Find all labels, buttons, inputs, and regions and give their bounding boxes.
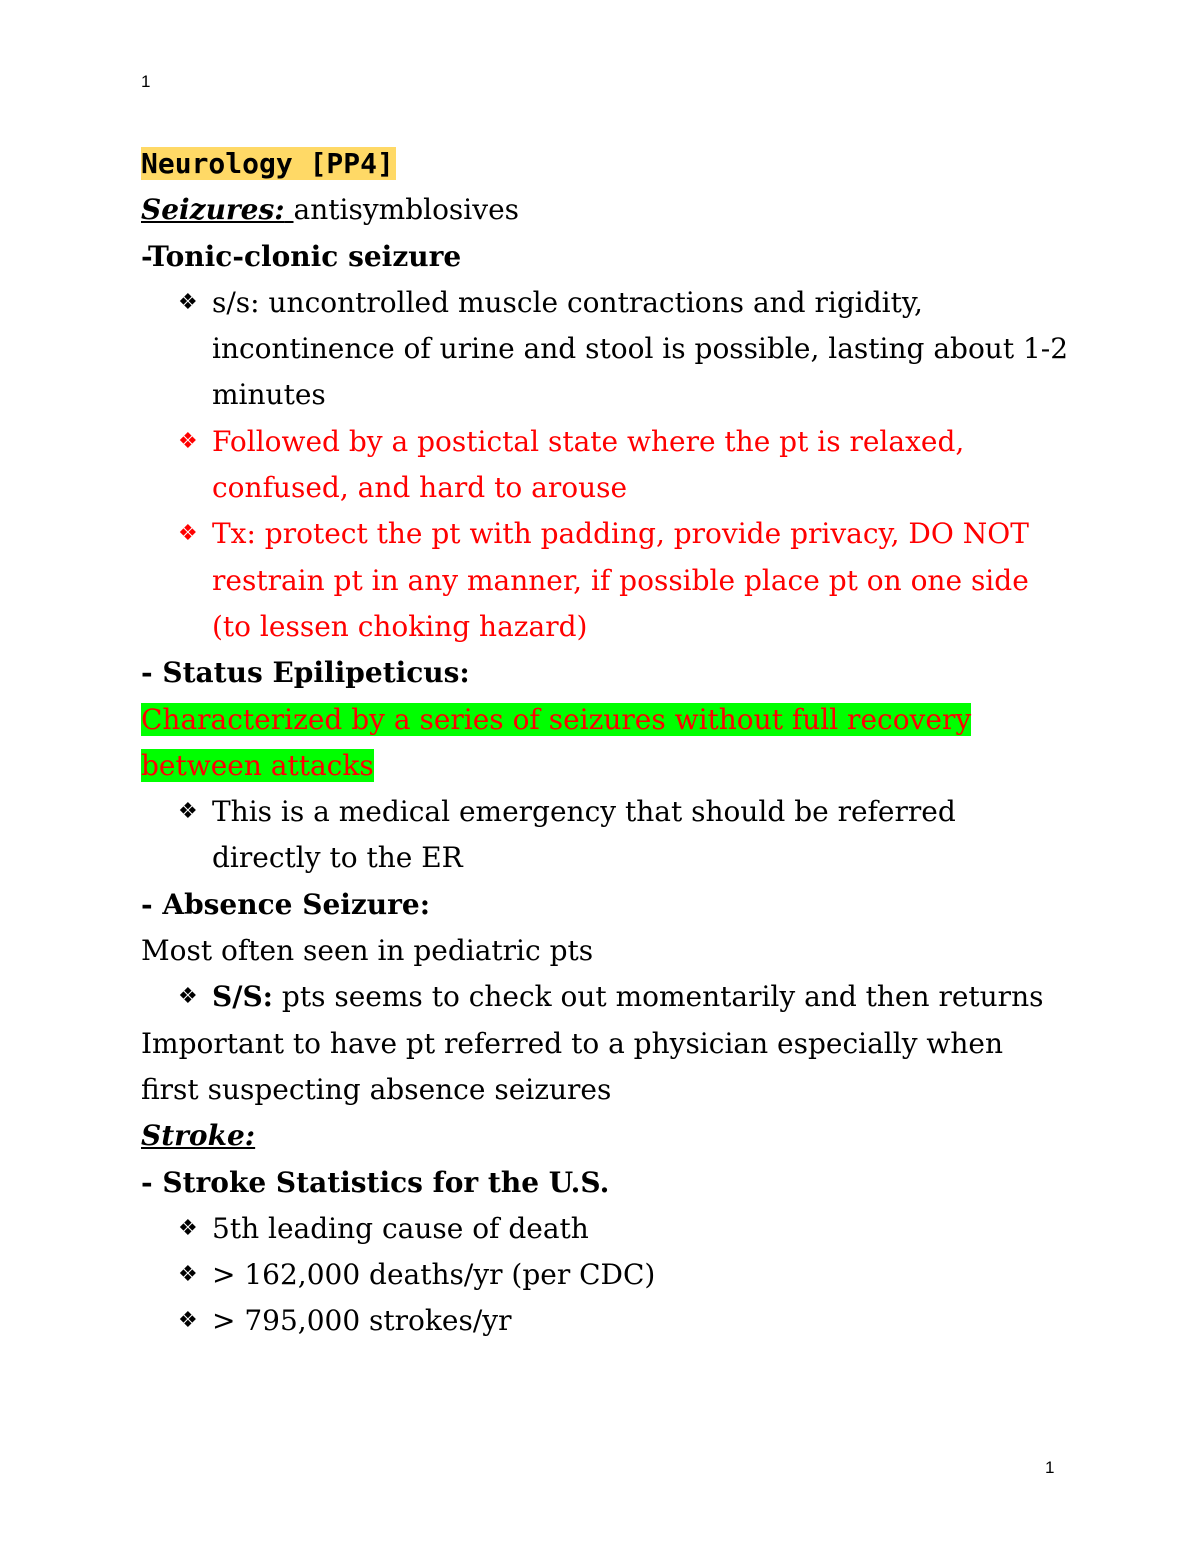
tonic-clonic-heading: -Tonic-clonic seizure <box>141 239 462 273</box>
tonic-clonic-list <box>141 280 1071 650</box>
stroke-heading-line <box>141 1113 1071 1159</box>
status-epilepticus-definition-line2: between attacks <box>141 748 374 782</box>
header-page-number: 1 <box>141 72 151 91</box>
stroke-stats-heading: - Stroke Statistics for the U.S. <box>141 1165 610 1199</box>
list-item: ❖ s/s: uncontrolled muscle contractions and rigidity, incontinence of urine and stool is possible, lasting about 1-2 minutes <box>212 280 1071 419</box>
diamond-bullet-icon: ❖ <box>178 428 198 454</box>
list-item: ❖ S/S: pts seems to check out momentarily and then returns <box>212 974 1071 1020</box>
list-item: ❖ > 795,000 strokes/yr <box>212 1298 1071 1344</box>
stroke-heading: Stroke: <box>141 1119 256 1153</box>
diamond-bullet-icon: ❖ <box>178 984 198 1010</box>
status-epilepticus-list <box>141 789 1071 882</box>
list-item: ❖ 5th leading cause of death <box>212 1206 1071 1252</box>
list-item: ❖ Followed by a postictal state where the pt is relaxed, confused, and hard to arouse <box>212 419 1071 512</box>
absence-seizure-list <box>141 974 1071 1020</box>
diamond-bullet-icon: ❖ <box>178 1262 198 1288</box>
status-epilepticus-heading: - Status Epilipeticus: <box>141 656 470 690</box>
document-body <box>141 141 1071 1345</box>
diamond-bullet-icon: ❖ <box>178 289 198 315</box>
list-item: ❖ Tx: protect the pt with padding, provide privacy, DO NOT restrain pt in any manner, if possible place pt on one side (to lessen choking hazard) <box>212 511 1071 650</box>
diamond-bullet-icon: ❖ <box>178 1215 198 1241</box>
diamond-bullet-icon: ❖ <box>178 1308 198 1334</box>
seizures-heading-line <box>141 187 1071 233</box>
list-item: ❖ > 162,000 deaths/yr (per CDC) <box>212 1252 1071 1298</box>
absence-seizure-intro: Most often seen in pediatric pts <box>141 934 594 968</box>
absence-note-line2: first suspecting absence seizures <box>141 1072 612 1106</box>
absence-seizure-heading: - Absence Seizure: <box>141 887 431 921</box>
seizures-heading: Seizures: <box>141 193 285 227</box>
title-line <box>141 141 1071 187</box>
page-title: Neurology [PP4] <box>141 147 394 180</box>
footer-page-number: 1 <box>1045 1458 1055 1477</box>
seizures-heading-suffix: antisymblosives <box>293 193 520 227</box>
diamond-bullet-icon: ❖ <box>178 799 198 825</box>
absence-note-line1: Important to have pt referred to a physician especially when <box>141 1026 1004 1060</box>
stroke-stats-list <box>141 1206 1071 1345</box>
diamond-bullet-icon: ❖ <box>178 521 198 547</box>
list-item: ❖ This is a medical emergency that should be referred directly to the ER <box>212 789 1071 882</box>
status-epilepticus-definition-line1: Characterized by a series of seizures without full recovery <box>141 702 972 736</box>
